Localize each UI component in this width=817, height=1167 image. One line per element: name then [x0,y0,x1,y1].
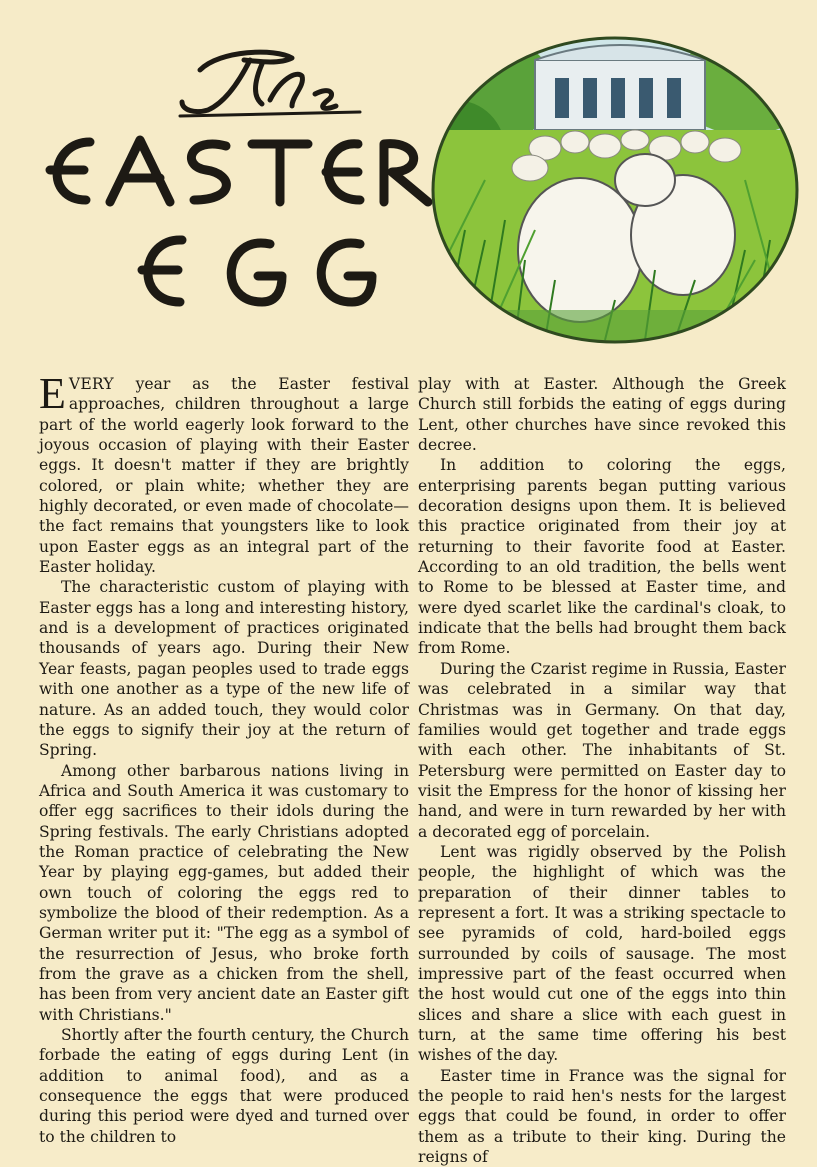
article-paragraph: Among other barbarous nations living in Africa and South America it was customary to offer egg sacrifices to their idols during the Spring festivals. The early Christians adopted the Roman practice of celebrating the New Year by playing egg-games, but added their own touch of coloring the eggs red to symbolize the blood of their redemption. As a German writer put it: "The egg as a symbol of the resurrection of Jesus, who broke forth from the grave as a chicken from the shell, has been from very ancient date an Easter gift with Christians." [39,761,409,1024]
title-word-egg [142,240,372,302]
title-text [0,0,1,1]
article-paragraph: During the Czarist regime in Russia, Easter was celebrated in a similar way that Christmas was in Germany. On that day, families would get together and trade eggs with each other. The inhabitants of St. Petersburg were permitted on Easter day to visit the Empress for the honor of kissing her hand, and were in turn rewarded by her with a decorated egg of porcelain. [418,659,786,841]
article-paragraph: The characteristic custom of playing with Easter eggs has a long and interesting history, and is a development of practices originated thousands of years ago. During their New Year feasts, pagan peoples used to trade eggs with one another as a type of the new life of nature. As an added touch, they would color the eggs to signify their joy at the return of Spring. [39,578,409,760]
paragraph-text: year as the Easter festival approaches, children throughout a large part of the world eagerly look forward to the joyous occasion of playing with their Easter eggs. It doesn't matter if they are brightly colored, or plain white; whether they are highly decorated, or even made of chocolate—the fact remains that youngsters like to look upon Easter eggs as an integral part of the Easter holiday. [39,375,409,577]
article-paragraph-continued: play with at Easter. Although the Greek Church still forbids the eating of eggs during Lent, other churches have since revoked this decree. [418,375,786,455]
article-paragraph: Easter time in France was the signal for the people to raid hen's nests for the largest eggs that could be found, in order to offer them as a tribute to their king. During the reigns of [418,1066,786,1167]
title-block [30,40,470,340]
article-paragraph: Lent was rigidly observed by the Polish people, the highlight of which was the preparation of their dinner tables to represent a fort. It was a striking spectacle to see pyramids of cold, hard-boiled eggs surrounded by coils of sausage. The most impressive part of the feast occurred when the host would cut one of the eggs into thin slices and share a slice with each guest in turn, at the same time offering his best wishes of the day. [418,842,786,1065]
drop-cap: E [39,369,66,418]
article-paragraph: Shortly after the fourth century, the Church forbade the eating of eggs during Lent (in addition to animal food), and as a consequence the eggs that were produced during this period were dyed and turned over to the children to [39,1026,409,1146]
title-line1 [0,0,1,1]
article-paragraph: In addition to coloring the eggs, enterprising parents began putting various decoration designs upon them. It is believed this practice originated from their joy at returning to their favorite food at Easter. According to an old tradition, the bells went to Rome to be blessed at Easter time, and were dyed scarlet like the cardinal's cloak, to indicate that the bells had brought them back from Rome. [418,456,786,658]
easter-eggs-garden-illustration [425,30,805,350]
lead-word: VERY [68,375,114,393]
article-column-left [39,369,409,1147]
title-word-easter [50,140,428,202]
article-paragraph [39,369,409,577]
title-lettering [30,40,470,340]
title-word-the [180,52,360,116]
article-column-right [418,374,786,1167]
